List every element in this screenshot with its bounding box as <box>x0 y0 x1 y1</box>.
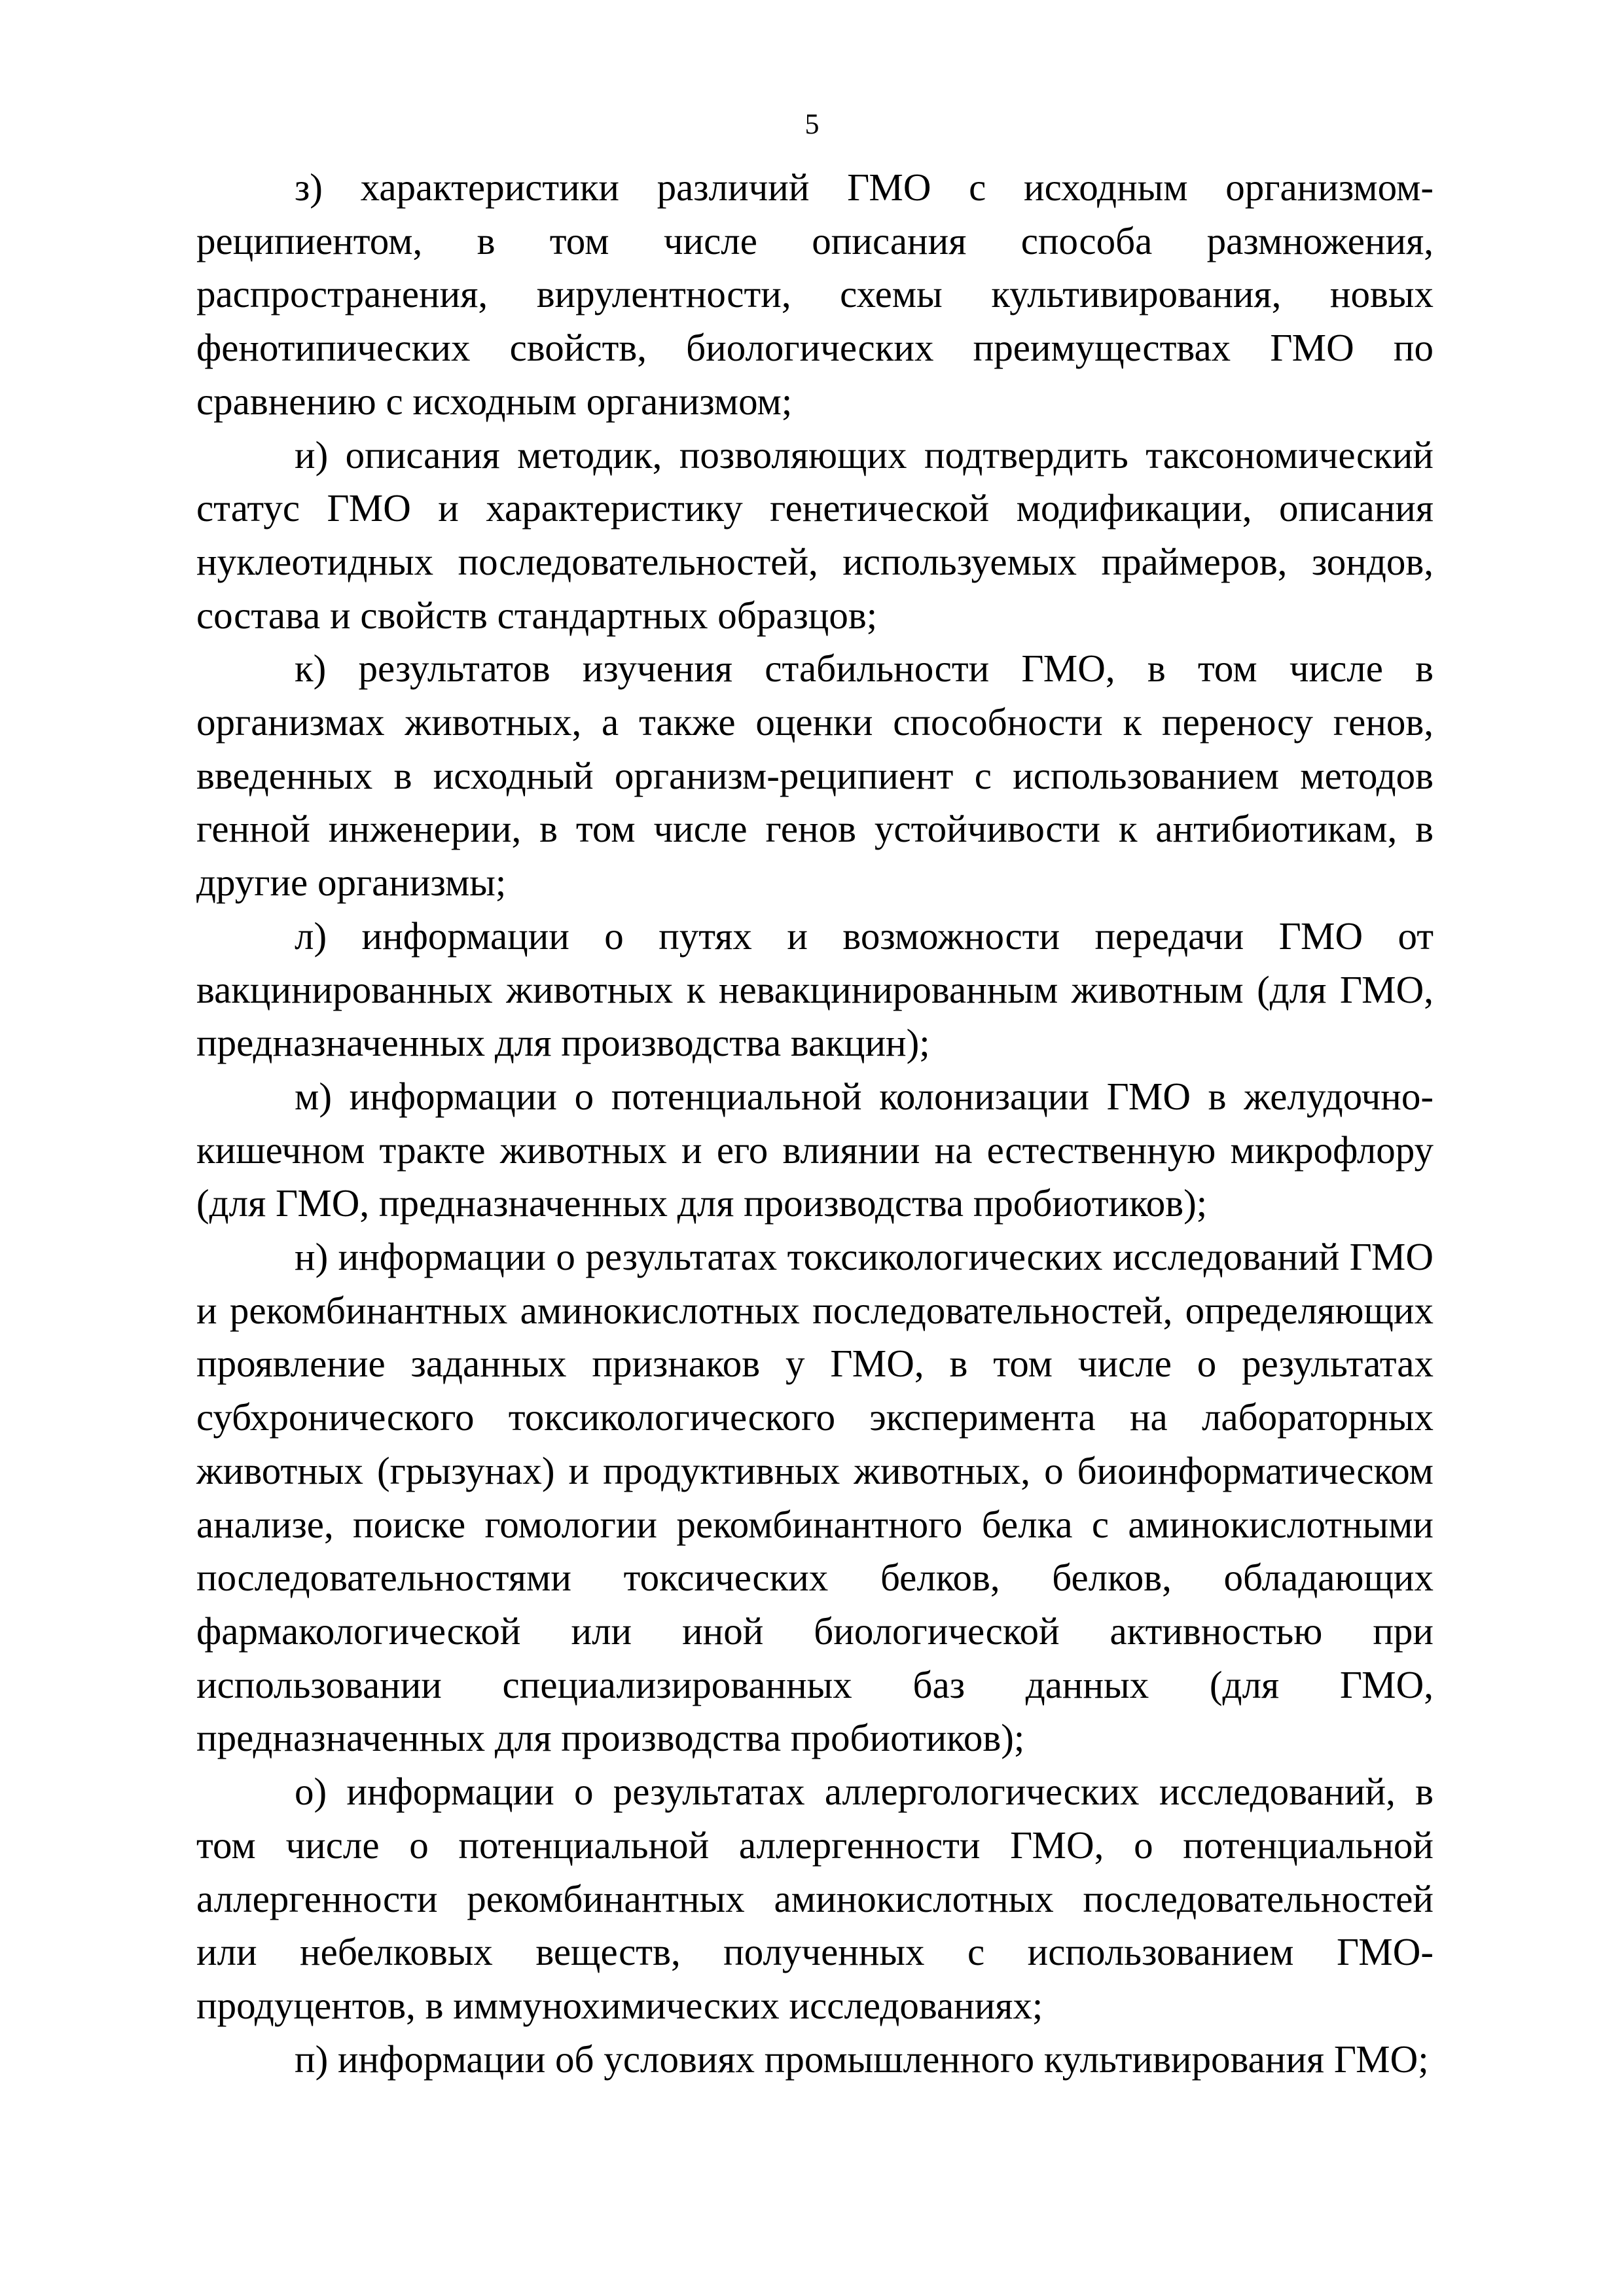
document-body <box>196 161 1434 2086</box>
paragraph-o: о) информации о результатах аллергологических исследований, в том числе о потенциальной аллергенности ГМО, о потенциальной аллергенности рекомбинантных аминокислотных последовательностей или небелковых веществ, полученных с использованием ГМО-продуцентов, в иммунохимических исследованиях; <box>196 1770 1434 2027</box>
paragraph-z: з) характеристики различий ГМО с исходным организмом-реципиентом, в том числе описания способа размножения, распространения, вирулентности, схемы культивирования, новых фенотипических свойств, биологических преимуществах ГМО по сравнению с исходным организмом; <box>196 166 1434 423</box>
page-number: 5 <box>804 108 820 140</box>
paragraph-p: п) информации об условиях промышленного культивирования ГМО; <box>295 2037 1429 2081</box>
paragraph-m: м) информации о потенциальной колонизации ГМО в желудочно-кишечном тракте животных и его влиянии на естественную микрофлору (для ГМО, предназначенных для производства пробиотиков); <box>196 1074 1434 1225</box>
paragraph-l: л) информации о путях и возможности передачи ГМО от вакцинированных животных к невакцинированным животным (для ГМО, предназначенных для производства вакцин); <box>196 914 1434 1065</box>
paragraph-i: и) описания методик, позволяющих подтвердить таксономический статус ГМО и характеристику генетической модификации, описания нуклеотидных последовательностей, используемых праймеров, зондов, состава и свойств стандартных образцов; <box>196 433 1434 637</box>
paragraph-n: н) информации о результатах токсикологических исследований ГМО и рекомбинантных аминокислотных последовательностей, определяющих проявление заданных признаков у ГМО, в том числе о результатах субхронического токсикологического эксперимента на лабораторных животных (грызунах) и продуктивных животных, о биоинформатическом анализе, поиске гомологии рекомбинантного белка с аминокислотными последовательностями токсических белков, белков, обладающих фармакологической или иной биологической активностью при использовании специализированных баз данных (для ГМО, предназначенных для производства пробиотиков); <box>196 1235 1434 1760</box>
paragraph-k: к) результатов изучения стабильности ГМО, в том числе в организмах животных, а также оценки способности к переносу генов, введенных в исходный организм-реципиент с использованием методов генной инженерии, в том числе генов устойчивости к антибиотикам, в другие организмы; <box>196 647 1434 905</box>
